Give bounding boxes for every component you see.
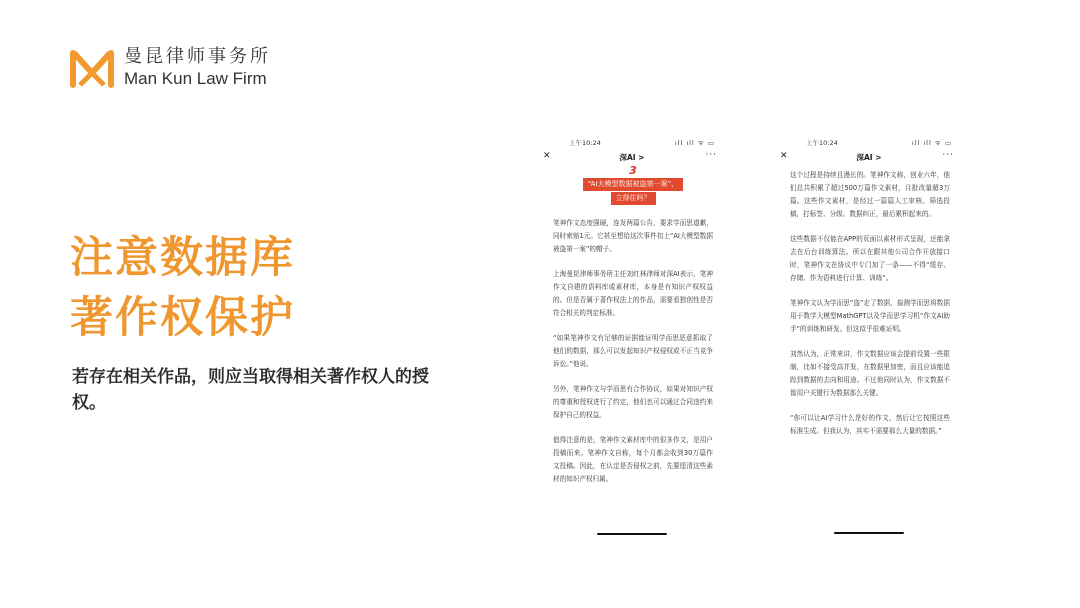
- app-bar: [780, 149, 958, 165]
- article-paragraph: 笔神作文态度强硬，连发两篇公告，要求学而思道歉，同时索赔1元。它甚至想给这次事件扣上“AI大模型数据被盗第一案”的帽子。: [553, 219, 713, 253]
- headline: [70, 228, 295, 348]
- app-title[interactable]: 深AI >: [619, 153, 645, 162]
- brand-text: [124, 46, 271, 90]
- subtitle: 若存在相关作品，则应当取得相关著作权人的授权。: [72, 367, 429, 413]
- article-paragraph: “如果笔神作文有足够的证据能证明学而思恶意抓取了他们的数据，那么可以发起知识产权侵权或不正当竞争诉讼。”他说。: [553, 334, 713, 368]
- firm-logo-icon: [70, 47, 114, 89]
- article-body: [543, 165, 721, 486]
- article-paragraph: 这个过程是持续且漫长的。笔神作文称，创业六年，他们总共积累了超过500万篇作文素材，月批改量超3万篇。这些作文素材，是经过一篇篇人工审核、筛选投稿，打标签、分级、数据纠正，最后累积起来的。: [790, 171, 950, 218]
- article-body: [780, 165, 958, 438]
- close-icon[interactable]: ✕: [543, 151, 551, 161]
- article-paragraph: 刘然认为，正常来讲，作文数据应该会提前设置一些限制，比如不接受高并发，在数据里加密，而且应该能追踪到数据的去向和用途。不过他同时认为，作文数据不像用户关键行为数据那么关键。: [790, 350, 950, 397]
- headline-line-1: 注意数据库: [70, 233, 295, 283]
- more-options-icon[interactable]: ···: [705, 150, 717, 160]
- section-title-line-1: “AI大模型数据被盗第一案”，: [583, 178, 683, 191]
- headline-line-2: 著作权保护: [70, 293, 295, 343]
- status-bar: [780, 135, 958, 149]
- home-indicator[interactable]: [597, 533, 667, 535]
- status-time: 上午10:24: [806, 139, 838, 147]
- section-number: 3: [629, 164, 637, 177]
- section-highlight: [553, 165, 713, 205]
- signal-wifi-battery-icon: ıll ıll ᯤ ▭: [674, 139, 715, 147]
- article-paragraph: 上海曼昆律师事务所主任刘红林律师对深AI表示，笔神作文自建的语料库或素材库，本身是有知识产权权益的。但是否属于著作权法上的作品，需要看独创性是否符合相关的判定标准。: [553, 270, 713, 317]
- home-indicator[interactable]: [834, 532, 904, 534]
- phone-screenshot-right: [780, 135, 958, 537]
- firm-name-en: Man Kun Law Firm: [124, 69, 267, 88]
- article-paragraph: “你可以让AI学习什么是好的作文，然后让它按照这些标准生成。但我认为，其实不需要那么大量的数据。”: [790, 414, 950, 435]
- close-icon[interactable]: ✕: [780, 151, 788, 161]
- firm-name-cn: 曼昆律师事务所: [124, 46, 271, 67]
- app-bar: [543, 149, 721, 165]
- more-options-icon[interactable]: ···: [942, 150, 954, 160]
- app-title[interactable]: 深AI >: [856, 153, 882, 162]
- status-bar: [543, 135, 721, 149]
- article-paragraph: 值得注意的是，笔神作文素材库中的很多作文，是用户投稿而来。笔神作文自称，每个月都会收到30万篇作文投稿。因此，在认定是否侵权之前，先要厘清这些素材的知识产权归属。: [553, 436, 713, 483]
- phone-screenshot-left: [543, 135, 721, 537]
- article-paragraph: 笔神作文认为学而思“盗”走了数据，揣测学而思将数据用于数学大模型MathGPT以及学而思学习机“作文AI助手”的训练和研发。但这似乎很难证明。: [790, 299, 950, 333]
- status-time: 上午10:24: [569, 139, 601, 147]
- signal-wifi-battery-icon: ıll ıll ᯤ ▭: [911, 139, 952, 147]
- article-paragraph: 这些数据不仅能在APP的页面以素材形式呈现，还能拿去在后台训练算法。所以在跟其他公司合作开放接口时，笔神作文在协议中专门加了一条——不得“缓存、存储、作为语料进行计算、训练”。: [790, 235, 950, 282]
- article-paragraph: 另外，笔神作文与学而思有合作协议，如果对知识产权的尊重和授权进行了约定，他们也可以通过合同违约来保护自己的权益。: [553, 385, 713, 419]
- brand-header: [70, 46, 271, 90]
- section-title-line-2: 立得住吗？: [611, 192, 656, 205]
